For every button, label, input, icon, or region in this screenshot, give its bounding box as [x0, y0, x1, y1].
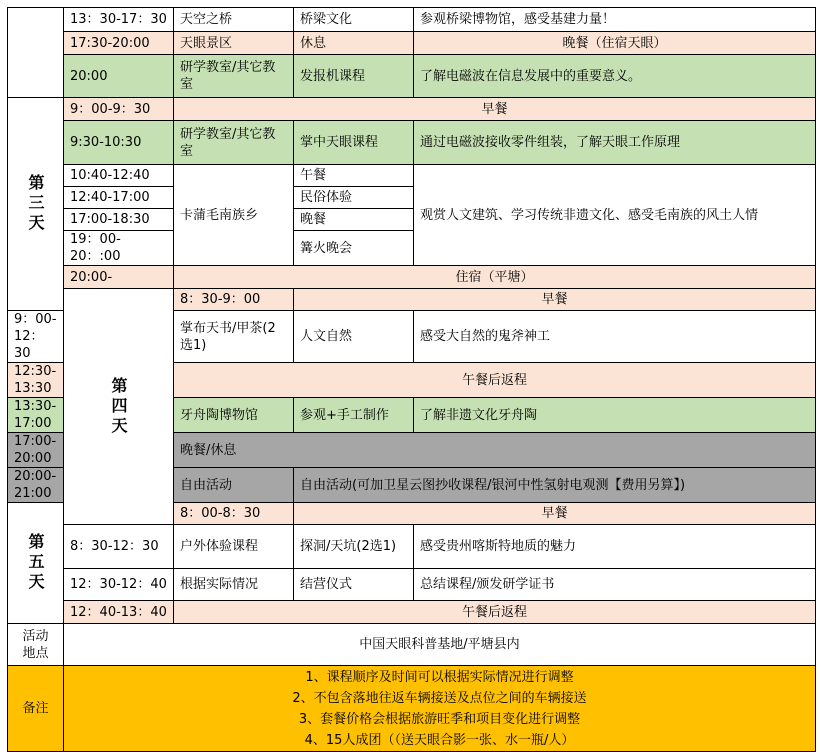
time-cell: 8：30-9：00	[174, 289, 294, 311]
day-label: 第五天	[8, 503, 64, 624]
time-cell: 12:40-17:00	[64, 187, 174, 209]
place-cell: 天眼景区	[174, 32, 294, 55]
notes-cell	[64, 666, 816, 752]
table-row	[8, 569, 816, 601]
place-cell: 研学教室/其它教室	[174, 121, 294, 165]
content-cell: 自由活动(可加卫星云图抄收课程/银河中性氢射电观测【费用另算】)	[294, 468, 816, 503]
time-cell: 12：30-12：40	[64, 569, 174, 601]
activity-cell: 桥梁文化	[294, 8, 414, 32]
place-cell: 研学教室/其它教室	[174, 55, 294, 98]
table-row	[8, 601, 816, 624]
time-cell: 12:30-13:30	[8, 363, 64, 398]
time-cell: 10:40-12:40	[64, 165, 174, 187]
place-cell: 掌布天书/甲茶(2选1)	[174, 311, 294, 363]
activity-cell: 探洞/天坑(2选1)	[294, 525, 414, 569]
place-cell: 根据实际情况	[174, 569, 294, 601]
content-cell: 参观桥梁博物馆，感受基建力量！	[414, 8, 816, 32]
meal-cell: 早餐	[174, 98, 816, 121]
note-item: 4、15人成团（（送天眼合影一张、水一瓶/人）	[304, 732, 575, 748]
table-row	[8, 266, 816, 289]
activity-cell: 晚餐	[294, 209, 414, 231]
meal-cell: 早餐	[294, 289, 816, 311]
evening-cell: 晚餐/休息	[174, 433, 816, 468]
time-cell: 9：00-9：30	[64, 98, 174, 121]
table-row	[8, 525, 816, 569]
time-cell: 20:00-	[64, 266, 174, 289]
activity-cell: 结营仪式	[294, 569, 414, 601]
table-row	[8, 55, 816, 98]
time-cell: 13:30-17:00	[8, 398, 64, 433]
table-row	[8, 666, 816, 752]
time-cell: 20:00	[64, 55, 174, 98]
note-item: 3、套餐价格会根据旅游旺季和项目变化进行调整	[298, 711, 581, 727]
content-cell: 总结课程/颁发研学证书	[414, 569, 816, 601]
time-cell: 9:30-10:30	[64, 121, 174, 165]
activity-cell: 篝火晚会	[294, 231, 414, 266]
activity-cell: 掌中天眼课程	[294, 121, 414, 165]
location-value: 中国天眼科普基地/平塘县内	[64, 624, 816, 666]
time-cell: 17:00-18:30	[64, 209, 174, 231]
time-cell: 8：00-8：30	[174, 503, 294, 525]
activity-cell: 发报机课程	[294, 55, 414, 98]
meal-cell: 午餐后返程	[174, 363, 816, 398]
activity-cell: 午餐	[294, 165, 414, 187]
place-cell: 牙舟陶博物馆	[174, 398, 294, 433]
time-cell: 19：00-20：:00	[64, 231, 174, 266]
activity-cell: 人文自然	[294, 311, 414, 363]
note-item: 1、课程顺序及时间可以根据实际情况进行调整	[305, 669, 574, 685]
content-cell: 了解非遗文化牙舟陶	[414, 398, 816, 433]
time-cell: 20:00-21:00	[8, 468, 64, 503]
day-label: 第三天	[8, 98, 64, 311]
table-row	[8, 289, 816, 311]
table-row	[8, 624, 816, 666]
table-row	[8, 32, 816, 55]
time-cell: 17:30-20:00	[64, 32, 174, 55]
place-cell: 卡蒲毛南族乡	[174, 165, 294, 266]
content-cell: 感受贵州喀斯特地质的魅力	[414, 525, 816, 569]
meal-cell: 早餐	[294, 503, 816, 525]
lodging-cell: 住宿（平塘）	[174, 266, 816, 289]
time-cell: 17:00-20:00	[8, 433, 64, 468]
content-cell: 了解电磁波在信息发展中的重要意义。	[414, 55, 816, 98]
activity-cell: 休息	[294, 32, 414, 55]
day-cell-2	[8, 8, 64, 98]
time-cell: 9：00-12：30	[8, 311, 64, 363]
notes-label: 备注	[8, 666, 64, 752]
activity-cell: 民俗体验	[294, 187, 414, 209]
activity-cell: 参观+手工制作	[294, 398, 414, 433]
day-label: 第四天	[64, 289, 174, 525]
time-cell: 12：40-13：40	[64, 601, 174, 624]
time-cell: 13：30-17：30	[64, 8, 174, 32]
time-cell: 8：30-12：30	[64, 525, 174, 569]
place-cell: 自由活动	[174, 468, 294, 503]
place-cell: 户外体验课程	[174, 525, 294, 569]
table-row	[8, 121, 816, 165]
note-item: 2、不包含落地往返车辆接送及点位之间的车辆接送	[292, 690, 587, 706]
content-cell: 感受大自然的鬼斧神工	[414, 311, 816, 363]
table-row	[8, 98, 816, 121]
meal-cell: 午餐后返程	[174, 601, 816, 624]
content-cell: 晚餐（住宿天眼）	[414, 32, 816, 55]
content-cell: 通过电磁波接收零件组装，了解天眼工作原理	[414, 121, 816, 165]
table-row	[8, 8, 816, 32]
location-label: 活动地点	[8, 624, 64, 666]
place-cell: 天空之桥	[174, 8, 294, 32]
schedule-table	[7, 7, 816, 752]
table-row	[8, 165, 816, 187]
content-cell: 观赏人文建筑、学习传统非遗文化、感受毛南族的风土人情	[414, 165, 816, 266]
